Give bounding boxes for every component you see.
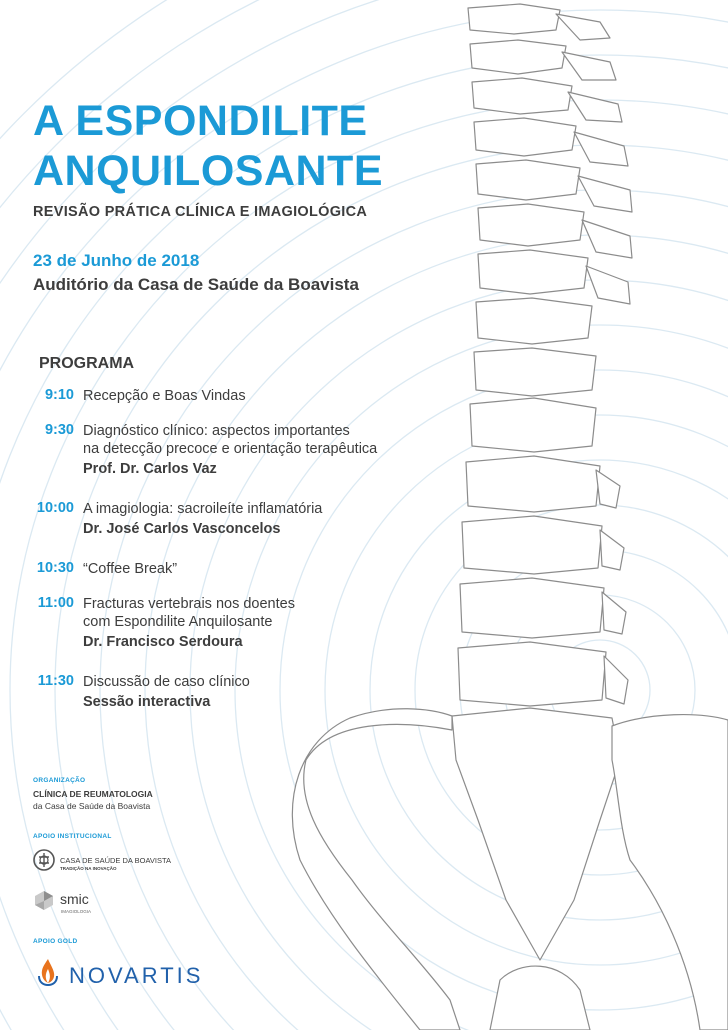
programa-heading: PROGRAMA — [39, 355, 135, 372]
item-time: 9:10 — [44, 387, 74, 403]
item-line: Fracturas vertebrais nos doentes — [83, 596, 295, 612]
smic-name: smic — [60, 891, 89, 907]
item-body — [83, 560, 177, 578]
item-line: com Espondilite Anquilosante — [83, 614, 273, 630]
casa-saude-logo-icon — [33, 848, 55, 872]
item-body — [83, 387, 246, 405]
apoio-institucional-label: APOIO INSTITUCIONAL — [33, 833, 112, 840]
item-body — [83, 500, 322, 538]
item-speaker: Dr. José Carlos Vasconcelos — [83, 521, 281, 537]
casa-saude-tagline: TRADIÇÃO NA INOVAÇÃO — [60, 866, 117, 871]
item-body — [83, 673, 250, 711]
item-line: “Coffee Break” — [83, 561, 178, 577]
item-line: Discussão de caso clínico — [83, 674, 250, 690]
item-line: A imagiologia: sacroileíte inflamatória — [83, 501, 323, 517]
title-line-1: A ESPONDILITE — [33, 97, 368, 145]
event-title — [33, 96, 383, 196]
smic-subtitle: IMAGIOLOGIA — [61, 909, 92, 914]
novartis-flame-icon — [33, 956, 63, 986]
item-line: Diagnóstico clínico: aspectos importantes — [83, 423, 350, 439]
item-line: Recepção e Boas Vindas — [83, 388, 246, 404]
item-time: 9:30 — [44, 422, 74, 438]
smic-logo-icon — [33, 889, 55, 911]
novartis-wordmark: NOVARTIS — [69, 963, 204, 988]
org-label: ORGANIZAÇÃO — [33, 777, 86, 784]
item-time: 10:30 — [36, 560, 74, 576]
item-speaker: Dr. Francisco Serdoura — [83, 634, 243, 650]
item-speaker: Prof. Dr. Carlos Vaz — [83, 461, 217, 477]
event-venue: Auditório da Casa de Saúde da Boavista — [33, 275, 359, 294]
item-line: na detecção precoce e orientação terapêutica — [83, 441, 378, 457]
org-sub: da Casa de Saúde da Boavista — [33, 801, 151, 811]
casa-saude-name: CASA DE SAÚDE DA BOAVISTA — [60, 856, 172, 865]
org-name: CLÍNICA DE REUMATOLOGIA — [33, 789, 153, 799]
item-time: 10:00 — [36, 500, 74, 516]
item-body — [83, 595, 295, 651]
event-subtitle: REVISÃO PRÁTICA CLÍNICA E IMAGIOLÓGICA — [33, 204, 368, 220]
event-date: 23 de Junho de 2018 — [33, 251, 200, 270]
item-time: 11:30 — [37, 673, 74, 689]
item-time: 11:00 — [37, 595, 74, 611]
apoio-gold-label: APOIO GOLD — [33, 938, 78, 945]
title-line-2: ANQUILOSANTE — [33, 147, 383, 195]
item-body — [83, 422, 377, 478]
item-speaker: Sessão interactiva — [83, 694, 211, 710]
